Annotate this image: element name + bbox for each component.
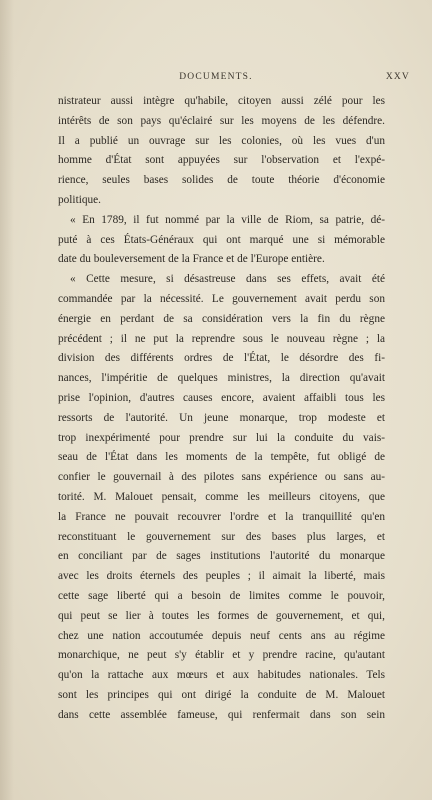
text-line: Il a publié un ouvrage sur les colonies, où les vues d'un	[58, 134, 385, 147]
text-line: division des différents ordres de l'État, le désordre des fi-	[58, 352, 385, 365]
text-line: qu'on la rattache aux mœurs et aux habitudes nationales. Tels	[58, 669, 385, 682]
text-line: reconstituant le gouvernement sur des bases plus larges, et	[58, 530, 385, 543]
body-text	[58, 92, 385, 726]
text-line: précédent ; il ne put la reprendre sous le nouveau règne ; la	[58, 332, 385, 345]
text-line: ressorts de l'autorité. Un jeune monarque, trop modeste et	[58, 411, 385, 424]
text-line: « En 1789, il fut nommé par la ville de Riom, sa patrie, dé-	[70, 213, 385, 226]
text-line: nistrateur aussi intègre qu'habile, citoyen aussi zélé pour les	[58, 95, 385, 107]
text-line: sont les principes qui ont dirigé la conduite de M. Malouet	[58, 688, 385, 701]
text-line: confier le gouvernail à des pilotes sans expérience ou sans au-	[58, 471, 385, 484]
running-head-title: DOCUMENTS.	[179, 72, 253, 82]
text-line: énergie en perdant de sa considération vers la fin du règne	[58, 312, 385, 325]
text-line: homme d'État sont appuyées sur l'observation et l'expé-	[58, 154, 385, 167]
text-line: politique.	[58, 193, 101, 206]
text-line: « Cette mesure, si désastreuse dans ses effets, avait été	[70, 273, 385, 286]
text-line: en conciliant par de sages institutions l'autorité du monarque	[58, 550, 385, 563]
running-head	[0, 72, 432, 86]
text-line: puté à ces États-Généraux qui ont marqué une si mémorable	[58, 233, 385, 246]
text-line: commandée par la nécessité. Le gouvernement avait perdu son	[58, 292, 385, 305]
text-line: avec les droits éternels des peuples ; il aimait la liberté, mais	[58, 570, 385, 583]
text-line: dans cette assemblée fameuse, qui renfermait dans son sein	[58, 708, 385, 721]
text-line: prise l'opinion, d'autres causes encore, avaient affaibli tous les	[58, 391, 385, 404]
text-line: nances, l'impéritie de quelques ministres, la direction qu'avait	[58, 372, 385, 385]
page-number: XXV	[385, 72, 410, 82]
page-gutter-shadow	[0, 0, 14, 800]
text-line: monarchique, ne peut s'y établir et y prendre racine, qu'autant	[58, 649, 385, 662]
text-line: date du bouleversement de la France et de l'Europe entière.	[58, 253, 325, 266]
text-line: la France ne pouvait recouvrer l'ordre et la tranquillité qu'en	[58, 510, 385, 523]
text-line: seau de l'État dans les moments de la tempête, fut obligé de	[58, 451, 385, 464]
text-line: qui peut se lier à toutes les formes de gouvernement, et qui,	[58, 609, 385, 622]
text-line: cette sage liberté qui a besoin de limites comme le pouvoir,	[58, 589, 385, 602]
text-line: intérêts de son pays qu'éclairé sur les moyens de les défendre.	[58, 114, 385, 127]
text-line: trop inexpérimenté pour prendre sur lui la conduite du vais-	[58, 431, 385, 444]
text-line: torité. M. Malouet pensait, comme les meilleurs citoyens, que	[58, 490, 385, 503]
text-line: chez une nation accoutumée depuis neuf cents ans au régime	[58, 629, 385, 642]
text-line: rience, seules bases solides de toute théorie d'économie	[58, 174, 385, 187]
